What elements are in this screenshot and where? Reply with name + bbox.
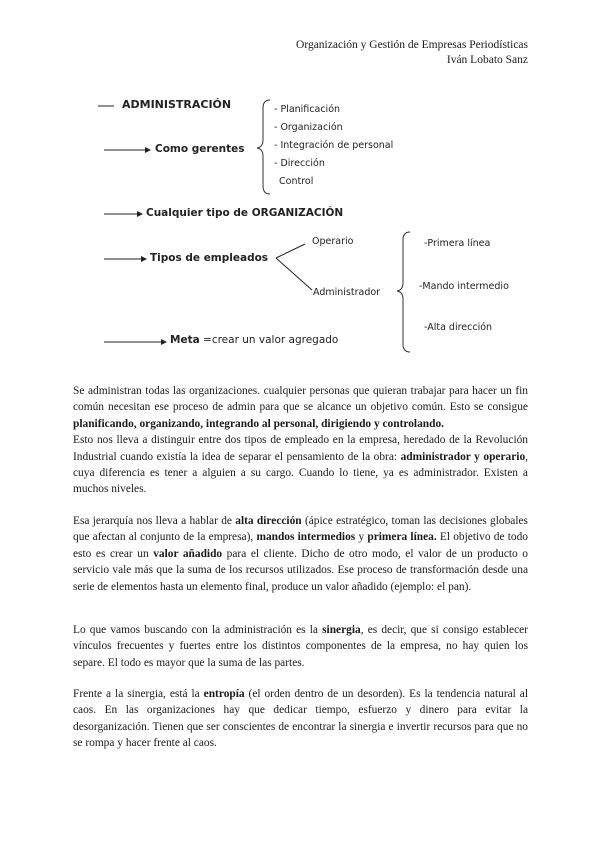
funcion-4: - Dirección [274,158,325,169]
funcion-5: Control [279,176,314,187]
paragraph-5: Frente a la sinergia, está la entropía (el orden dentro de un desorden). Es la tendencia natural al caos. En las organizaciones hay que dedicar tiempo, esfuerzo y dinero para evitar la desorganización. Tienen que ser conscientes de encontrar la sinergia e invertir recursos para que no se rompa y hacer frente al caos. [73,688,528,750]
meta-label: Meta [170,334,200,346]
paragraph-4: Lo que vamos buscando con la administración es la sinergia, es decir, que si consigo establecer vínculos frecuentes y fuertes entre los distintos componentes de la empresa, no hay quien los separe. El todo es mayor que la suma de las partes. [73,624,528,669]
nivel-2: -Mando intermedio [419,281,509,292]
body-block-1 [73,383,528,498]
cualquier-label: Cualquier tipo de ORGANIZACIÓN [146,207,344,219]
paragraph-3: Esa jerarquía nos lleva a hablar de alta dirección (ápice estratégico, toman las decisiones globales que afectan al conjunto de la empresa), mandos intermedios y primera línea. El objetivo de todo esto es crear un valor añadido para el cliente. Dicho de otro modo, el valor de un producto o servicio vale más que la suma de los recursos utilizados. Ese proceso de transformación desde una serie de elementos hasta un elemento final, produce un valor añadido (ejemplo: el pan). [73,515,529,593]
body-block-4 [73,686,528,752]
diagram-title: ADMINISTRACIÓN [122,98,232,111]
administrador-label: Administrador [313,287,381,298]
branch-administrador [276,258,312,290]
como-gerentes-label: Como gerentes [155,143,245,155]
funcion-2: - Organización [274,122,343,133]
operario-label: Operario [312,236,354,247]
author-name: Iván Lobato Sanz [446,54,528,66]
brace-funciones [257,100,270,194]
funcion-3: - Integración de personal [274,140,394,151]
concept-diagram [0,0,600,370]
funcion-1: - Planificación [274,104,341,115]
course-title: Organización y Gestión de Empresas Periodísticas [296,39,528,51]
tipos-empleados-label: Tipos de empleados [150,252,269,264]
meta-line [170,334,338,346]
branch-operario [276,244,305,258]
body-block-3 [73,622,528,671]
body-block-2 [73,513,528,595]
nivel-1: -Primera línea [424,238,491,249]
paragraph-1: Se administran todas las organizaciones. cualquier personas que quieran trabajar para hacer un fin común necesitan ese proceso de admin para que se alcance un objetivo común. Esto se consigue planificando, organizando, integrando al personal, dirigiendo y controlando. [73,385,528,430]
nivel-3: -Alta dirección [424,322,493,333]
meta-text: =crear un valor agregado [199,334,339,346]
brace-niveles [397,232,410,352]
paragraph-2: Esto nos lleva a distinguir entre dos tipos de empleado en la empresa, heredado de la Revolución Industrial cuando existía la idea de separar el pensamiento de la obra: administrador y operario, cuya diferencia es tener a alguien a su cargo. Cuando lo tiene, ya es administrador. Existen a muchos niveles. [73,434,528,496]
